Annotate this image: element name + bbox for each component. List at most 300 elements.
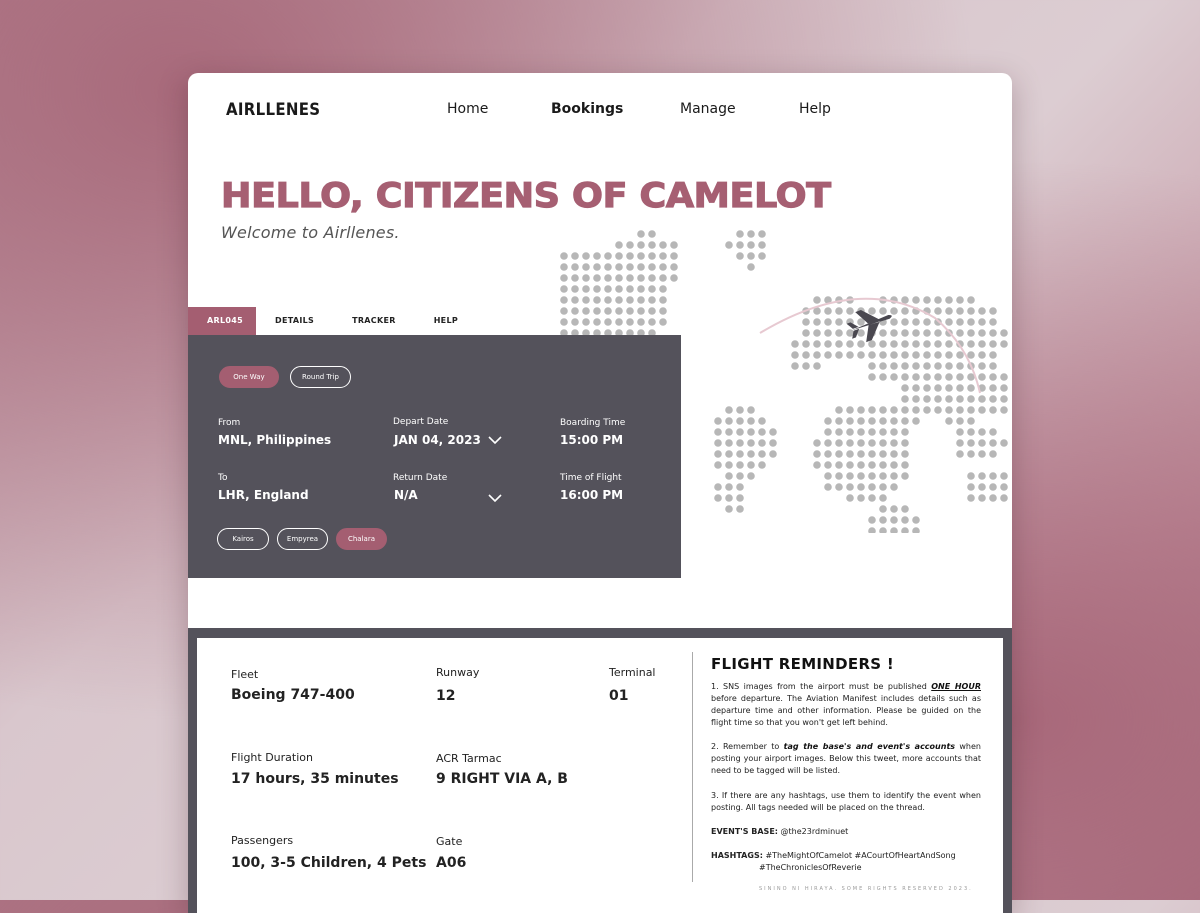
map-dot xyxy=(956,439,964,447)
map-dot xyxy=(868,439,876,447)
map-dot xyxy=(967,395,975,403)
map-dot xyxy=(879,527,887,533)
map-dot xyxy=(945,406,953,414)
map-dot xyxy=(604,307,612,315)
copyright-note: SININO NI HIRAYA. SOME RIGHTS RESERVED 2023. xyxy=(759,886,973,892)
hashtags-line-2[interactable]: #TheChroniclesOfReverie xyxy=(759,863,862,872)
map-dot xyxy=(802,340,810,348)
map-dot xyxy=(593,318,601,326)
map-dot xyxy=(824,461,832,469)
map-dot xyxy=(879,483,887,491)
map-dot xyxy=(615,252,623,260)
map-dot xyxy=(626,263,634,271)
map-dot xyxy=(923,406,931,414)
map-dot xyxy=(560,252,568,260)
map-dot xyxy=(879,428,887,436)
map-dot xyxy=(879,472,887,480)
map-dot xyxy=(560,296,568,304)
map-dot xyxy=(725,472,733,480)
map-dot xyxy=(670,274,678,282)
flight-duration-value: 17 hours, 35 minutes xyxy=(231,771,399,787)
map-dot xyxy=(835,472,843,480)
map-dot xyxy=(813,439,821,447)
map-dot xyxy=(725,483,733,491)
map-dot xyxy=(725,406,733,414)
map-dot xyxy=(637,241,645,249)
map-dot xyxy=(747,252,755,260)
map-dot xyxy=(615,307,623,315)
map-dot xyxy=(923,362,931,370)
map-dot xyxy=(857,406,865,414)
map-dot xyxy=(868,362,876,370)
map-dot xyxy=(1000,483,1008,491)
map-dot xyxy=(934,373,942,381)
acr-tarmac-value: 9 RIGHT VIA A, B xyxy=(436,771,568,787)
map-dot xyxy=(593,285,601,293)
map-dot xyxy=(978,439,986,447)
map-dot xyxy=(868,307,876,315)
map-dot xyxy=(890,428,898,436)
map-dot xyxy=(879,307,887,315)
map-dot xyxy=(670,263,678,271)
map-dot xyxy=(956,417,964,425)
map-dot xyxy=(978,329,986,337)
map-dot xyxy=(868,340,876,348)
reminder-1-text-end: before departure. The Aviation Manifest includes details such as departure time and other information. Please be guided on the flight time so that you won't get left behind. xyxy=(711,694,981,727)
reminder-3: 3. If there are any hashtags, use them to identify the event when posting. All tags needed will be placed on the thread. xyxy=(711,791,981,812)
return-date-value[interactable]: N/A xyxy=(394,488,418,502)
map-dot xyxy=(912,516,920,524)
to-value[interactable]: LHR, England xyxy=(218,488,309,502)
map-dot xyxy=(736,417,744,425)
map-dot xyxy=(890,329,898,337)
app-window xyxy=(188,73,1012,913)
map-dot xyxy=(1000,406,1008,414)
map-dot xyxy=(560,307,568,315)
map-dot xyxy=(637,252,645,260)
map-dot xyxy=(901,406,909,414)
map-dot xyxy=(659,274,667,282)
map-dot xyxy=(813,318,821,326)
map-dot xyxy=(978,340,986,348)
map-dot xyxy=(956,362,964,370)
map-dot xyxy=(824,318,832,326)
map-dot xyxy=(890,505,898,513)
reminder-1-text: 1. SNS images from the airport must be published xyxy=(711,682,932,691)
map-dot xyxy=(857,472,865,480)
map-dot xyxy=(901,428,909,436)
map-dot xyxy=(725,494,733,502)
map-dot xyxy=(582,296,590,304)
map-dot xyxy=(604,318,612,326)
booking-panel xyxy=(188,335,681,578)
map-dot xyxy=(989,494,997,502)
terminal-value: 01 xyxy=(609,688,629,704)
map-dot xyxy=(593,307,601,315)
reminder-2-text: 2. Remember to xyxy=(711,742,784,751)
map-dot xyxy=(560,285,568,293)
map-dot xyxy=(890,373,898,381)
fleet-value: Boeing 747-400 xyxy=(231,687,355,703)
map-dot xyxy=(879,351,887,359)
map-dot xyxy=(978,450,986,458)
map-dot xyxy=(615,318,623,326)
map-dot xyxy=(736,461,744,469)
map-dot xyxy=(868,483,876,491)
map-dot xyxy=(659,263,667,271)
map-dot xyxy=(945,384,953,392)
hashtags-line xyxy=(711,850,981,862)
map-dot xyxy=(626,252,634,260)
map-dot xyxy=(846,472,854,480)
map-dot xyxy=(923,329,931,337)
map-dot xyxy=(857,428,865,436)
map-dot xyxy=(813,329,821,337)
nav-home[interactable]: Home xyxy=(447,101,489,117)
tab-tracker[interactable]: TRACKER xyxy=(352,316,396,325)
map-dot xyxy=(945,362,953,370)
map-dot xyxy=(978,472,986,480)
map-dot xyxy=(725,450,733,458)
nav-manage[interactable]: Manage xyxy=(680,101,736,117)
map-dot xyxy=(901,439,909,447)
map-dot xyxy=(879,516,887,524)
map-dot xyxy=(901,395,909,403)
map-dot xyxy=(945,340,953,348)
map-dot xyxy=(912,329,920,337)
booking-tabs xyxy=(188,307,477,335)
hero-subtitle: Welcome to Airllenes. xyxy=(221,223,400,242)
map-dot xyxy=(934,362,942,370)
map-dot xyxy=(725,505,733,513)
reminder-2 xyxy=(711,741,981,777)
map-dot xyxy=(637,285,645,293)
map-dot xyxy=(901,362,909,370)
map-dot xyxy=(835,318,843,326)
hashtags-label: HASHTAGS: xyxy=(711,851,763,860)
map-dot xyxy=(1000,340,1008,348)
class-chalara-button[interactable]: Chalara xyxy=(336,528,387,550)
map-dot xyxy=(923,395,931,403)
map-dot xyxy=(824,329,832,337)
terminal-label: Terminal xyxy=(609,666,656,679)
map-dot xyxy=(945,296,953,304)
map-dot xyxy=(648,307,656,315)
map-dot xyxy=(846,483,854,491)
map-dot xyxy=(956,395,964,403)
tab-details[interactable]: DETAILS xyxy=(275,316,315,325)
map-dot xyxy=(714,461,722,469)
map-dot xyxy=(637,318,645,326)
map-dot xyxy=(857,461,865,469)
from-value[interactable]: MNL, Philippines xyxy=(218,433,332,447)
map-dot xyxy=(945,318,953,326)
map-dot xyxy=(648,318,656,326)
map-dot xyxy=(813,362,821,370)
map-dot xyxy=(978,307,986,315)
map-dot xyxy=(967,307,975,315)
event-base-value[interactable]: @the23rdminuet xyxy=(777,827,849,836)
class-kairos-button[interactable]: Kairos xyxy=(217,528,269,550)
map-dot xyxy=(604,263,612,271)
map-dot xyxy=(615,285,623,293)
map-dot xyxy=(912,318,920,326)
map-dot xyxy=(637,296,645,304)
map-dot xyxy=(571,296,579,304)
map-dot xyxy=(846,329,854,337)
map-dot xyxy=(978,428,986,436)
map-dot xyxy=(989,318,997,326)
map-dot xyxy=(593,296,601,304)
one-way-button[interactable]: One Way xyxy=(219,366,279,388)
map-dot xyxy=(615,274,623,282)
map-dot xyxy=(725,417,733,425)
map-dot xyxy=(890,472,898,480)
map-dot xyxy=(934,351,942,359)
map-dot xyxy=(736,450,744,458)
map-dot xyxy=(758,417,766,425)
map-dot xyxy=(835,439,843,447)
fleet-label: Fleet xyxy=(231,668,259,681)
map-dot xyxy=(824,340,832,348)
map-dot xyxy=(1000,329,1008,337)
map-dot xyxy=(967,329,975,337)
map-dot xyxy=(912,340,920,348)
map-dot xyxy=(967,428,975,436)
map-dot xyxy=(912,417,920,425)
map-dot xyxy=(637,230,645,238)
hashtags-value-1[interactable]: #TheMightOfCamelot #ACourtOfHeartAndSong xyxy=(762,851,956,860)
map-dot xyxy=(890,516,898,524)
map-dot xyxy=(615,263,623,271)
map-dot xyxy=(571,252,579,260)
depart-date-label: Depart Date xyxy=(393,417,449,427)
map-dot xyxy=(824,472,832,480)
map-dot xyxy=(967,318,975,326)
brand-logo[interactable]: AIRLLENES xyxy=(226,98,321,120)
map-dot xyxy=(824,417,832,425)
map-dot xyxy=(824,450,832,458)
map-dot xyxy=(890,439,898,447)
map-dot xyxy=(802,329,810,337)
map-dot xyxy=(901,373,909,381)
map-dot xyxy=(989,351,997,359)
map-dot xyxy=(912,373,920,381)
map-dot xyxy=(747,461,755,469)
map-dot xyxy=(857,340,865,348)
map-dot xyxy=(967,417,975,425)
reminder-2-emphasis: tag the base's and event's accounts xyxy=(783,742,956,751)
map-dot xyxy=(923,296,931,304)
map-dot xyxy=(725,428,733,436)
map-dot xyxy=(747,406,755,414)
chevron-down-icon[interactable] xyxy=(488,493,502,503)
map-dot xyxy=(956,307,964,315)
map-dot xyxy=(626,241,634,249)
map-dot xyxy=(912,395,920,403)
gate-value: A06 xyxy=(436,855,467,871)
map-dot xyxy=(901,307,909,315)
map-dot xyxy=(901,417,909,425)
tab-flight-code[interactable]: ARL045 xyxy=(188,307,256,335)
map-dot xyxy=(736,230,744,238)
map-dot xyxy=(868,516,876,524)
map-dot xyxy=(747,417,755,425)
map-dot xyxy=(890,450,898,458)
map-dot xyxy=(747,428,755,436)
map-dot xyxy=(747,472,755,480)
map-dot xyxy=(758,252,766,260)
map-dot xyxy=(857,494,865,502)
map-dot xyxy=(626,296,634,304)
passengers-value: 100, 3-5 Children, 4 Pets xyxy=(231,855,427,871)
map-dot xyxy=(769,450,777,458)
map-dot xyxy=(978,351,986,359)
map-dot xyxy=(978,494,986,502)
map-dot xyxy=(879,340,887,348)
map-dot xyxy=(560,318,568,326)
map-dot xyxy=(901,461,909,469)
map-dot xyxy=(846,439,854,447)
map-dot xyxy=(934,340,942,348)
map-dot xyxy=(890,307,898,315)
map-dot xyxy=(670,241,678,249)
map-dot xyxy=(747,241,755,249)
reminder-2-text-end: when posting your airport images. Below this tweet, more accounts that need to be tagged will be listed. xyxy=(711,742,981,775)
runway-label: Runway xyxy=(436,666,480,679)
map-dot xyxy=(747,439,755,447)
map-dot xyxy=(571,263,579,271)
map-dot xyxy=(1000,439,1008,447)
map-dot xyxy=(593,252,601,260)
map-dot xyxy=(989,373,997,381)
flight-details-section xyxy=(188,628,1012,913)
vertical-divider xyxy=(692,652,693,882)
map-dot xyxy=(615,296,623,304)
nav-bookings[interactable]: Bookings xyxy=(551,101,624,117)
depart-date-value[interactable]: JAN 04, 2023 xyxy=(394,433,481,447)
map-dot xyxy=(879,494,887,502)
map-dot xyxy=(857,450,865,458)
class-empyrea-button[interactable]: Empyrea xyxy=(277,528,328,550)
map-dot xyxy=(945,307,953,315)
map-dot xyxy=(978,373,986,381)
map-dot xyxy=(835,461,843,469)
map-dot xyxy=(571,318,579,326)
map-dot xyxy=(747,263,755,271)
map-dot xyxy=(945,351,953,359)
map-dot xyxy=(582,263,590,271)
map-dot xyxy=(747,450,755,458)
map-dot xyxy=(956,406,964,414)
map-dot xyxy=(923,351,931,359)
map-dot xyxy=(1000,494,1008,502)
map-dot xyxy=(901,296,909,304)
runway-value: 12 xyxy=(436,688,456,704)
map-dot xyxy=(967,406,975,414)
map-dot xyxy=(989,450,997,458)
map-dot xyxy=(835,406,843,414)
map-dot xyxy=(857,483,865,491)
boarding-time-value: 15:00 PM xyxy=(560,433,624,447)
map-dot xyxy=(901,340,909,348)
nav-help[interactable]: Help xyxy=(799,101,831,117)
map-dot xyxy=(758,461,766,469)
map-dot xyxy=(626,285,634,293)
map-dot xyxy=(967,384,975,392)
round-trip-button[interactable]: Round Trip xyxy=(290,366,351,388)
map-dot xyxy=(879,373,887,381)
map-dot xyxy=(901,505,909,513)
map-dot xyxy=(934,384,942,392)
map-dot xyxy=(714,450,722,458)
map-dot xyxy=(956,329,964,337)
map-dot xyxy=(846,450,854,458)
map-dot xyxy=(868,406,876,414)
map-dot xyxy=(659,241,667,249)
map-dot xyxy=(857,351,865,359)
map-dot xyxy=(890,351,898,359)
map-dot xyxy=(835,351,843,359)
map-dot xyxy=(912,527,920,533)
map-dot xyxy=(725,241,733,249)
map-dot xyxy=(582,318,590,326)
map-dot xyxy=(736,428,744,436)
map-dot xyxy=(593,263,601,271)
map-dot xyxy=(626,307,634,315)
map-dot xyxy=(560,274,568,282)
map-dot xyxy=(890,406,898,414)
map-dot xyxy=(659,285,667,293)
map-dot xyxy=(604,285,612,293)
map-dot xyxy=(846,351,854,359)
map-dot xyxy=(967,340,975,348)
reminder-1-emphasis: ONE HOUR xyxy=(931,682,981,691)
tab-help[interactable]: HELP xyxy=(433,316,459,325)
time-of-flight-value: 16:00 PM xyxy=(560,488,624,502)
map-dot xyxy=(637,274,645,282)
map-dot xyxy=(736,494,744,502)
map-dot xyxy=(890,527,898,533)
map-dot xyxy=(956,428,964,436)
map-dot xyxy=(637,307,645,315)
map-dot xyxy=(978,483,986,491)
map-dot xyxy=(868,450,876,458)
map-dot xyxy=(659,307,667,315)
map-dot xyxy=(747,230,755,238)
map-dot xyxy=(857,417,865,425)
map-dot xyxy=(868,428,876,436)
map-dot xyxy=(736,472,744,480)
map-dot xyxy=(868,351,876,359)
map-dot xyxy=(945,417,953,425)
map-dot xyxy=(813,461,821,469)
map-dot xyxy=(901,516,909,524)
map-dot xyxy=(901,472,909,480)
map-dot xyxy=(989,340,997,348)
map-dot xyxy=(846,428,854,436)
map-dot xyxy=(912,384,920,392)
map-dot xyxy=(978,406,986,414)
map-dot xyxy=(648,263,656,271)
map-dot xyxy=(934,329,942,337)
map-dot xyxy=(604,274,612,282)
chevron-down-icon[interactable] xyxy=(488,435,502,445)
map-dot xyxy=(835,450,843,458)
map-dot xyxy=(890,318,898,326)
map-dot xyxy=(956,450,964,458)
map-dot xyxy=(802,362,810,370)
